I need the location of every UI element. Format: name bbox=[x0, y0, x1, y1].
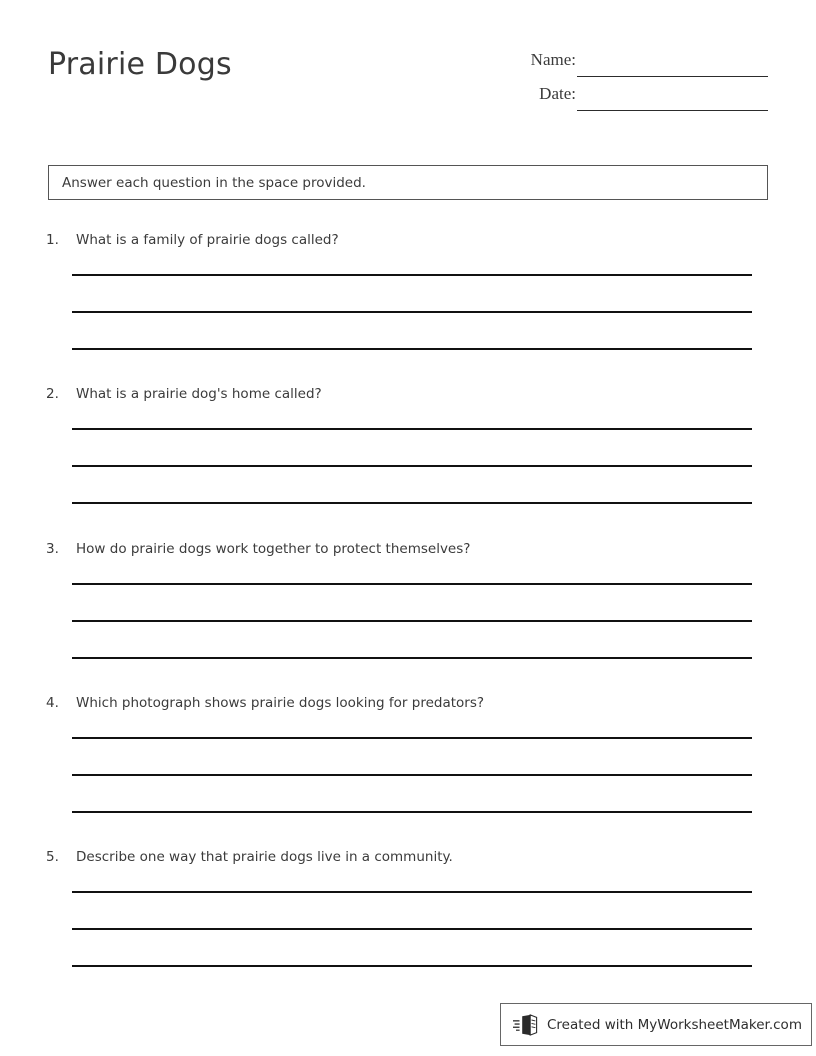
answer-lines bbox=[72, 737, 752, 813]
question-heading bbox=[46, 541, 770, 563]
question-number: 3. bbox=[46, 541, 59, 557]
question-block bbox=[46, 849, 770, 871]
question-text: What is a prairie dog's home called? bbox=[76, 386, 322, 402]
instruction-box bbox=[48, 165, 768, 200]
answer-line[interactable] bbox=[72, 583, 752, 585]
answer-line[interactable] bbox=[72, 428, 752, 430]
page-title: Prairie Dogs bbox=[48, 47, 232, 82]
answer-line[interactable] bbox=[72, 891, 752, 893]
question-heading bbox=[46, 386, 770, 408]
name-field-label: Name: bbox=[530, 50, 576, 69]
answer-line[interactable] bbox=[72, 737, 752, 739]
answer-lines bbox=[72, 891, 752, 967]
question-block bbox=[46, 541, 770, 563]
question-number: 5. bbox=[46, 849, 59, 865]
answer-lines bbox=[72, 274, 752, 350]
question-heading bbox=[46, 849, 770, 871]
date-field-rule[interactable] bbox=[577, 110, 768, 111]
answer-line[interactable] bbox=[72, 965, 752, 967]
answer-line[interactable] bbox=[72, 502, 752, 504]
question-heading bbox=[46, 232, 770, 254]
answer-lines bbox=[72, 583, 752, 659]
question-heading bbox=[46, 695, 770, 717]
answer-line[interactable] bbox=[72, 811, 752, 813]
question-number: 1. bbox=[46, 232, 59, 248]
worksheet-header bbox=[0, 0, 816, 140]
answer-line[interactable] bbox=[72, 465, 752, 467]
question-number: 2. bbox=[46, 386, 59, 402]
date-field-label: Date: bbox=[539, 84, 576, 103]
answer-line[interactable] bbox=[72, 657, 752, 659]
answer-line[interactable] bbox=[72, 311, 752, 313]
answer-line[interactable] bbox=[72, 620, 752, 622]
name-date-block bbox=[500, 44, 772, 112]
question-text: What is a family of prairie dogs called? bbox=[76, 232, 339, 248]
name-field-rule[interactable] bbox=[577, 76, 768, 77]
worksheet-maker-badge[interactable] bbox=[500, 1003, 812, 1046]
question-text: Which photograph shows prairie dogs looking for predators? bbox=[76, 695, 485, 711]
answer-line[interactable] bbox=[72, 348, 752, 350]
answer-line[interactable] bbox=[72, 274, 752, 276]
question-number: 4. bbox=[46, 695, 59, 711]
name-field-row bbox=[500, 44, 772, 78]
question-block bbox=[46, 386, 770, 408]
date-field-row bbox=[500, 78, 772, 112]
question-block bbox=[46, 695, 770, 717]
instruction-text: Answer each question in the space provided. bbox=[62, 174, 366, 191]
answer-line[interactable] bbox=[72, 774, 752, 776]
question-text: Describe one way that prairie dogs live in a community. bbox=[76, 849, 453, 865]
answer-line[interactable] bbox=[72, 928, 752, 930]
worksheet-maker-badge-label: Created with MyWorksheetMaker.com bbox=[547, 1016, 802, 1033]
question-block bbox=[46, 232, 770, 254]
worksheet-maker-logo-icon bbox=[513, 1014, 539, 1036]
question-text: How do prairie dogs work together to protect themselves? bbox=[76, 541, 471, 557]
answer-lines bbox=[72, 428, 752, 504]
